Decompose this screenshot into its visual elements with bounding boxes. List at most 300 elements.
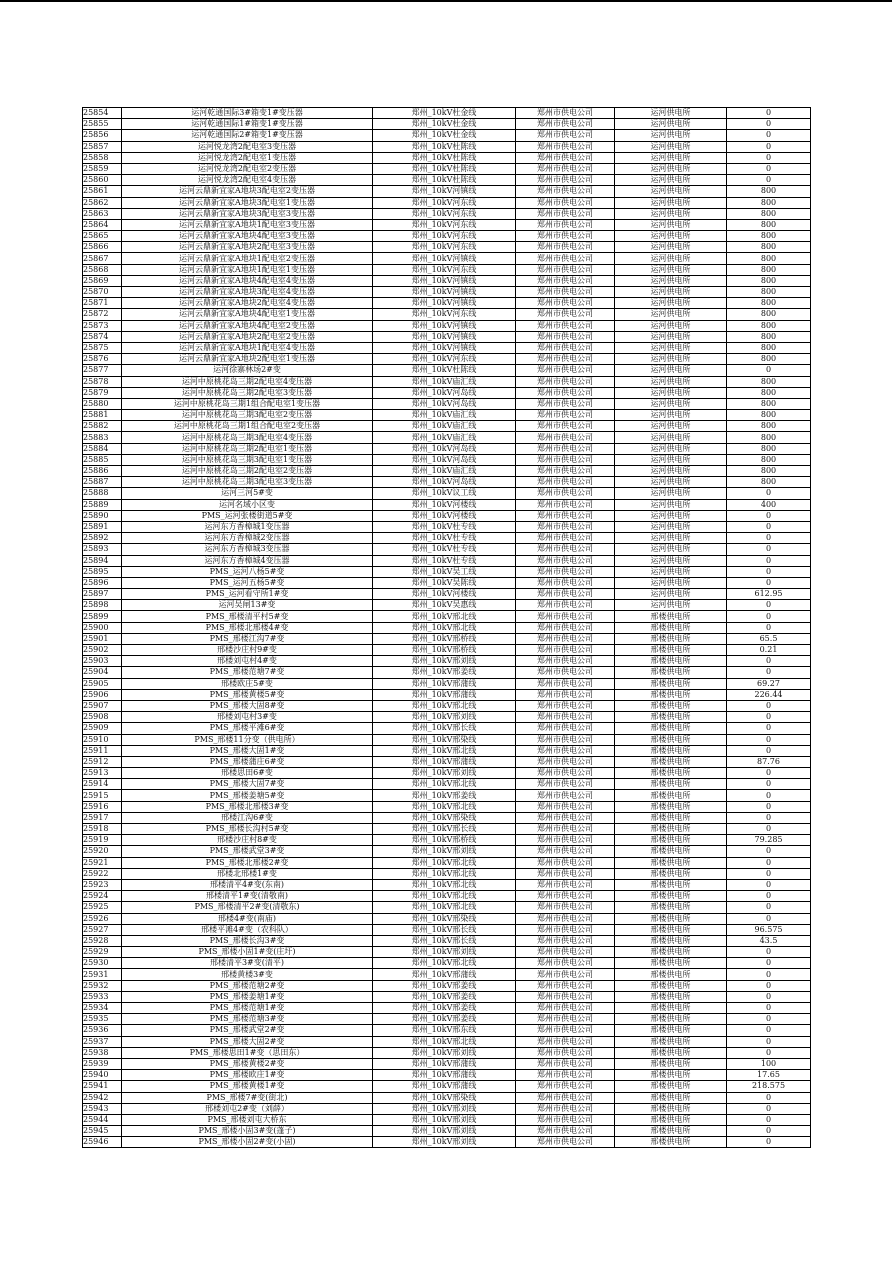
table-row [83, 421, 811, 432]
company-cell: 郑州市供电公司 [516, 734, 615, 745]
station-cell: 运河供电所 [615, 566, 727, 577]
company-cell: 郑州市供电公司 [516, 521, 615, 532]
table-row [83, 846, 811, 857]
company-cell: 郑州市供电公司 [516, 947, 615, 958]
row-id-cell: 25942 [83, 1092, 122, 1103]
value-cell: 0 [727, 622, 811, 633]
row-id-cell: 25859 [83, 163, 122, 174]
company-cell: 郑州市供电公司 [516, 443, 615, 454]
row-id-cell: 25930 [83, 958, 122, 969]
company-cell: 郑州市供电公司 [516, 231, 615, 242]
station-cell: 运河供电所 [615, 577, 727, 588]
row-id-cell: 25862 [83, 197, 122, 208]
feeder-line-cell: 郑州_10kV邢刘线 [373, 1103, 516, 1114]
table-row [83, 432, 811, 443]
value-cell: 0 [727, 700, 811, 711]
row-id-cell: 25915 [83, 790, 122, 801]
table-row [83, 689, 811, 700]
value-cell: 800 [727, 264, 811, 275]
value-cell: 800 [727, 387, 811, 398]
value-cell: 0 [727, 969, 811, 980]
station-cell: 邢楼供电所 [615, 1047, 727, 1058]
row-id-cell: 25940 [83, 1070, 122, 1081]
row-id-cell: 25944 [83, 1114, 122, 1125]
transformer-name-cell: PMS_邢楼刘屯大桥东 [122, 1114, 373, 1125]
company-cell: 郑州市供电公司 [516, 589, 615, 600]
company-cell: 郑州市供电公司 [516, 421, 615, 432]
transformer-name-cell: 运河悦龙湾2配电室1变压器 [122, 152, 373, 163]
table-row [83, 969, 811, 980]
station-cell: 邢楼供电所 [615, 790, 727, 801]
transformer-name-cell: 运河东方香樟城3变压器 [122, 544, 373, 555]
row-id-cell: 25880 [83, 398, 122, 409]
table-row [83, 387, 811, 398]
transformer-name-cell: 邢楼清平4#变(东南) [122, 879, 373, 890]
company-cell: 郑州市供电公司 [516, 1103, 615, 1114]
feeder-line-cell: 郑州_10kV邢桥线 [373, 645, 516, 656]
row-id-cell: 25891 [83, 521, 122, 532]
company-cell: 郑州市供电公司 [516, 454, 615, 465]
company-cell: 郑州市供电公司 [516, 678, 615, 689]
company-cell: 郑州市供电公司 [516, 566, 615, 577]
row-id-cell: 25883 [83, 432, 122, 443]
station-cell: 邢楼供电所 [615, 801, 727, 812]
value-cell: 0 [727, 712, 811, 723]
row-id-cell: 25909 [83, 723, 122, 734]
table-row [83, 935, 811, 946]
value-cell: 800 [727, 376, 811, 387]
feeder-line-cell: 郑州_10kV邢刘线 [373, 1114, 516, 1125]
table-row [83, 924, 811, 935]
row-id-cell: 25935 [83, 1014, 122, 1025]
table-row [83, 700, 811, 711]
transformer-name-cell: 邢楼思田6#变 [122, 768, 373, 779]
station-cell: 邢楼供电所 [615, 980, 727, 991]
value-cell: 800 [727, 275, 811, 286]
table-row [83, 645, 811, 656]
row-id-cell: 25898 [83, 600, 122, 611]
value-cell: 0 [727, 958, 811, 969]
value-cell: 0 [727, 365, 811, 376]
station-cell: 运河供电所 [615, 589, 727, 600]
table-row [83, 365, 811, 376]
station-cell: 运河供电所 [615, 555, 727, 566]
table-row [83, 667, 811, 678]
value-cell: 0 [727, 1036, 811, 1047]
transformer-name-cell: 运河云鼎新宜家A地块3配电室1变压器 [122, 197, 373, 208]
company-cell: 郑州市供电公司 [516, 287, 615, 298]
station-cell: 运河供电所 [615, 264, 727, 275]
transformer-name-cell: PMS_邢楼武堂2#变 [122, 1025, 373, 1036]
station-cell: 邢楼供电所 [615, 1025, 727, 1036]
station-cell: 邢楼供电所 [615, 633, 727, 644]
station-cell: 运河供电所 [615, 544, 727, 555]
company-cell: 郑州市供电公司 [516, 611, 615, 622]
row-id-cell: 25925 [83, 902, 122, 913]
station-cell: 邢楼供电所 [615, 1014, 727, 1025]
row-id-cell: 25876 [83, 354, 122, 365]
table-row [83, 1092, 811, 1103]
transformer-name-cell: 运河中原桃花岛三期3配电室3变压器 [122, 477, 373, 488]
value-cell: 0 [727, 533, 811, 544]
table-row [83, 1126, 811, 1137]
row-id-cell: 25908 [83, 712, 122, 723]
company-cell: 郑州市供电公司 [516, 835, 615, 846]
row-id-cell: 25892 [83, 533, 122, 544]
transformer-name-cell: 邢楼刘屯2#变（刘薛） [122, 1103, 373, 1114]
feeder-line-cell: 郑州_10kV杜金线 [373, 108, 516, 119]
feeder-line-cell: 郑州_10kV杜陈线 [373, 175, 516, 186]
station-cell: 邢楼供电所 [615, 969, 727, 980]
table-row [83, 633, 811, 644]
company-cell: 郑州市供电公司 [516, 298, 615, 309]
value-cell: 800 [727, 242, 811, 253]
transformer-name-cell: PMS_邢楼蒲庄6#变 [122, 756, 373, 767]
table-row [83, 1114, 811, 1125]
station-cell: 运河供电所 [615, 231, 727, 242]
station-cell: 邢楼供电所 [615, 812, 727, 823]
table-row [83, 175, 811, 186]
company-cell: 郑州市供电公司 [516, 1058, 615, 1069]
station-cell: 邢楼供电所 [615, 846, 727, 857]
value-cell: 0 [727, 1092, 811, 1103]
station-cell: 邢楼供电所 [615, 824, 727, 835]
table-row [83, 566, 811, 577]
feeder-line-cell: 郑州_10kV邢蒲线 [373, 689, 516, 700]
feeder-line-cell: 郑州_10kV邢北线 [373, 700, 516, 711]
transformer-name-cell: PMS_邢楼11分变（供电所） [122, 734, 373, 745]
station-cell: 运河供电所 [615, 309, 727, 320]
station-cell: 邢楼供电所 [615, 756, 727, 767]
station-cell: 运河供电所 [615, 387, 727, 398]
station-cell: 邢楼供电所 [615, 656, 727, 667]
transformer-name-cell: PMS_邢楼黄楼1#变 [122, 1081, 373, 1092]
transformer-name-cell: PMS_邢楼7#变(街北) [122, 1092, 373, 1103]
station-cell: 运河供电所 [615, 499, 727, 510]
feeder-line-cell: 郑州_10kV杜专线 [373, 533, 516, 544]
station-cell: 邢楼供电所 [615, 689, 727, 700]
transformer-name-cell: PMS_邢楼清平村5#变 [122, 611, 373, 622]
feeder-line-cell: 郑州_10kV杜陈线 [373, 141, 516, 152]
feeder-line-cell: 郑州_10kV邢北线 [373, 857, 516, 868]
station-cell: 邢楼供电所 [615, 611, 727, 622]
feeder-line-cell: 郑州_10kV邢刘线 [373, 712, 516, 723]
station-cell: 运河供电所 [615, 197, 727, 208]
row-id-cell: 25920 [83, 846, 122, 857]
transformer-name-cell: 运河云鼎新宜家A地块2配电室4变压器 [122, 298, 373, 309]
feeder-line-cell: 郑州_10kV河东线 [373, 309, 516, 320]
value-cell: 800 [727, 477, 811, 488]
value-cell: 0 [727, 1103, 811, 1114]
transformer-name-cell: 邢楼4#变(南庙) [122, 913, 373, 924]
station-cell: 运河供电所 [615, 175, 727, 186]
row-id-cell: 25921 [83, 857, 122, 868]
row-id-cell: 25924 [83, 891, 122, 902]
feeder-line-cell: 郑州_10kV河镇线 [373, 298, 516, 309]
row-id-cell: 25882 [83, 421, 122, 432]
transformer-name-cell: 运河悦龙湾2配电室2变压器 [122, 163, 373, 174]
company-cell: 郑州市供电公司 [516, 141, 615, 152]
row-id-cell: 25906 [83, 689, 122, 700]
transformer-name-cell: PMS_邢楼范塘1#变 [122, 1003, 373, 1014]
transformer-table [82, 107, 811, 1148]
row-id-cell: 25901 [83, 633, 122, 644]
station-cell: 运河供电所 [615, 108, 727, 119]
value-cell: 0 [727, 1003, 811, 1014]
table-row [83, 824, 811, 835]
transformer-name-cell: PMS_邢楼大固2#变 [122, 1036, 373, 1047]
row-id-cell: 25934 [83, 1003, 122, 1014]
feeder-line-cell: 郑州_10kV杜陈线 [373, 163, 516, 174]
feeder-line-cell: 郑州_10kV河镇线 [373, 320, 516, 331]
station-cell: 运河供电所 [615, 354, 727, 365]
company-cell: 郑州市供电公司 [516, 119, 615, 130]
value-cell: 0 [727, 611, 811, 622]
transformer-name-cell: PMS_邢楼北邢楼4#变 [122, 622, 373, 633]
station-cell: 运河供电所 [615, 365, 727, 376]
transformer-name-cell: 邢楼清平1#变(清敬南) [122, 891, 373, 902]
company-cell: 郑州市供电公司 [516, 219, 615, 230]
row-id-cell: 25943 [83, 1103, 122, 1114]
table-row [83, 712, 811, 723]
value-cell: 800 [727, 208, 811, 219]
value-cell: 0 [727, 1014, 811, 1025]
transformer-name-cell: 运河悦龙湾2配电室4变压器 [122, 175, 373, 186]
row-id-cell: 25884 [83, 443, 122, 454]
row-id-cell: 25893 [83, 544, 122, 555]
value-cell: 0 [727, 913, 811, 924]
station-cell: 运河供电所 [615, 186, 727, 197]
feeder-line-cell: 郑州_10kV邢东线 [373, 1025, 516, 1036]
value-cell: 0 [727, 521, 811, 532]
feeder-line-cell: 郑州_10kV河东线 [373, 219, 516, 230]
feeder-line-cell: 郑州_10kV河镇线 [373, 253, 516, 264]
feeder-line-cell: 郑州_10kV庙汇线 [373, 466, 516, 477]
transformer-name-cell: PMS_邢楼北邢楼3#变 [122, 801, 373, 812]
company-cell: 郑州市供电公司 [516, 935, 615, 946]
station-cell: 运河供电所 [615, 331, 727, 342]
transformer-name-cell: 运河中原桃花岛三期3配电室2变压器 [122, 410, 373, 421]
value-cell: 17.65 [727, 1070, 811, 1081]
feeder-line-cell: 郑州_10kV河东线 [373, 264, 516, 275]
feeder-line-cell: 郑州_10kV河东线 [373, 197, 516, 208]
station-cell: 邢楼供电所 [615, 924, 727, 935]
value-cell: 0 [727, 1114, 811, 1125]
table-row [83, 331, 811, 342]
value-cell: 800 [727, 253, 811, 264]
company-cell: 郑州市供电公司 [516, 208, 615, 219]
feeder-line-cell: 郑州_10kV邢刘线 [373, 846, 516, 857]
transformer-name-cell: PMS_运河张楼街道5#变 [122, 510, 373, 521]
row-id-cell: 25902 [83, 645, 122, 656]
transformer-name-cell: PMS_邢楼大固7#变 [122, 779, 373, 790]
transformer-name-cell: 邢楼沙庄村8#变 [122, 835, 373, 846]
station-cell: 运河供电所 [615, 287, 727, 298]
company-cell: 郑州市供电公司 [516, 700, 615, 711]
company-cell: 郑州市供电公司 [516, 275, 615, 286]
feeder-line-cell: 郑州_10kV河东线 [373, 231, 516, 242]
transformer-name-cell: PMS_邢楼小固2#变(小固) [122, 1137, 373, 1148]
value-cell: 800 [727, 454, 811, 465]
table-row [83, 477, 811, 488]
company-cell: 郑州市供电公司 [516, 342, 615, 353]
transformer-name-cell: PMS_运河看守所1#变 [122, 589, 373, 600]
row-id-cell: 25866 [83, 242, 122, 253]
value-cell: 0 [727, 857, 811, 868]
value-cell: 0 [727, 991, 811, 1002]
row-id-cell: 25868 [83, 264, 122, 275]
table-row [83, 958, 811, 969]
table-row [83, 186, 811, 197]
feeder-line-cell: 郑州_10kV邢姜线 [373, 980, 516, 991]
station-cell: 运河供电所 [615, 342, 727, 353]
station-cell: 运河供电所 [615, 510, 727, 521]
transformer-name-cell: 邢楼北邢楼1#变 [122, 868, 373, 879]
row-id-cell: 25869 [83, 275, 122, 286]
value-cell: 0 [727, 600, 811, 611]
table-row [83, 108, 811, 119]
station-cell: 邢楼供电所 [615, 879, 727, 890]
transformer-name-cell: 运河三河5#变 [122, 488, 373, 499]
value-cell: 0 [727, 544, 811, 555]
transformer-name-cell: 运河中原桃花岛三期2配电室4变压器 [122, 376, 373, 387]
company-cell: 郑州市供电公司 [516, 555, 615, 566]
table-row [83, 1047, 811, 1058]
table-row [83, 947, 811, 958]
station-cell: 运河供电所 [615, 208, 727, 219]
table-row [83, 991, 811, 1002]
value-cell: 0 [727, 577, 811, 588]
station-cell: 邢楼供电所 [615, 913, 727, 924]
transformer-name-cell: PMS_邢楼长沟村5#变 [122, 824, 373, 835]
feeder-line-cell: 郑州_10kV杜金线 [373, 119, 516, 130]
feeder-line-cell: 郑州_10kV河镇线 [373, 342, 516, 353]
row-id-cell: 25928 [83, 935, 122, 946]
row-id-cell: 25857 [83, 141, 122, 152]
feeder-line-cell: 郑州_10kV邢北线 [373, 868, 516, 879]
feeder-line-cell: 郑州_10kV邢北线 [373, 622, 516, 633]
feeder-line-cell: 郑州_10kV邢北线 [373, 879, 516, 890]
value-cell: 800 [727, 298, 811, 309]
station-cell: 邢楼供电所 [615, 935, 727, 946]
feeder-line-cell: 郑州_10kV邢长线 [373, 935, 516, 946]
station-cell: 邢楼供电所 [615, 768, 727, 779]
value-cell: 0 [727, 656, 811, 667]
value-cell: 800 [727, 421, 811, 432]
feeder-line-cell: 郑州_10kV邢北线 [373, 801, 516, 812]
table-row [83, 231, 811, 242]
page-top-rule [0, 0, 892, 2]
value-cell: 800 [727, 354, 811, 365]
feeder-line-cell: 郑州_10kV邢姜线 [373, 1003, 516, 1014]
feeder-line-cell: 郑州_10kV邢蒲线 [373, 969, 516, 980]
transformer-name-cell: 邢楼黄楼3#变 [122, 969, 373, 980]
transformer-name-cell: 运河名域小区变 [122, 499, 373, 510]
table-row [83, 555, 811, 566]
table-row [83, 253, 811, 264]
table-row [83, 879, 811, 890]
feeder-line-cell: 郑州_10kV邢长线 [373, 924, 516, 935]
value-cell: 0 [727, 812, 811, 823]
table-row [83, 376, 811, 387]
row-id-cell: 25936 [83, 1025, 122, 1036]
company-cell: 郑州市供电公司 [516, 812, 615, 823]
station-cell: 邢楼供电所 [615, 678, 727, 689]
row-id-cell: 25889 [83, 499, 122, 510]
company-cell: 郑州市供电公司 [516, 1137, 615, 1148]
row-id-cell: 25870 [83, 287, 122, 298]
transformer-name-cell: 运河中原桃花岛三期2配电室2变压器 [122, 466, 373, 477]
feeder-line-cell: 郑州_10kV邢蒲线 [373, 1081, 516, 1092]
table-row [83, 152, 811, 163]
table-row [83, 410, 811, 421]
row-id-cell: 25903 [83, 656, 122, 667]
station-cell: 邢楼供电所 [615, 1003, 727, 1014]
transformer-name-cell: 运河乾通国际2#箱变1#变压器 [122, 130, 373, 141]
transformer-name-cell: PMS_邢楼范塘2#变 [122, 980, 373, 991]
transformer-name-cell: PMS_邢楼黄楼5#变 [122, 689, 373, 700]
feeder-line-cell: 郑州_10kV河东线 [373, 242, 516, 253]
table-row [83, 119, 811, 130]
feeder-line-cell: 郑州_10kV杜专线 [373, 555, 516, 566]
transformer-name-cell: 邢楼刘屯村3#变 [122, 712, 373, 723]
company-cell: 郑州市供电公司 [516, 108, 615, 119]
value-cell: 218.575 [727, 1081, 811, 1092]
value-cell: 800 [727, 231, 811, 242]
company-cell: 郑州市供电公司 [516, 510, 615, 521]
table-row [83, 656, 811, 667]
company-cell: 郑州市供电公司 [516, 913, 615, 924]
station-cell: 运河供电所 [615, 275, 727, 286]
value-cell: 0.21 [727, 645, 811, 656]
company-cell: 郑州市供电公司 [516, 689, 615, 700]
value-cell: 0 [727, 768, 811, 779]
transformer-name-cell: 运河乾通国际3#箱变1#变压器 [122, 108, 373, 119]
feeder-line-cell: 郑州_10kV邢刘线 [373, 768, 516, 779]
company-cell: 郑州市供电公司 [516, 756, 615, 767]
table-row [83, 678, 811, 689]
value-cell: 612.95 [727, 589, 811, 600]
row-id-cell: 25933 [83, 991, 122, 1002]
table-row [83, 1103, 811, 1114]
row-id-cell: 25890 [83, 510, 122, 521]
row-id-cell: 25905 [83, 678, 122, 689]
row-id-cell: 25873 [83, 320, 122, 331]
transformer-name-cell: 运河东方香樟城4变压器 [122, 555, 373, 566]
table-row [83, 1003, 811, 1014]
table-row [83, 298, 811, 309]
transformer-name-cell: PMS_邢楼江沟7#变 [122, 633, 373, 644]
feeder-line-cell: 郑州_10kV河岛线 [373, 454, 516, 465]
transformer-name-cell: 运河云鼎新宜家A地块4配电室1变压器 [122, 309, 373, 320]
table-row [83, 488, 811, 499]
transformer-table-body [83, 108, 811, 1148]
company-cell: 郑州市供电公司 [516, 242, 615, 253]
row-id-cell: 25865 [83, 231, 122, 242]
table-row [83, 1014, 811, 1025]
table-row [83, 1137, 811, 1148]
value-cell: 0 [727, 846, 811, 857]
company-cell: 郑州市供电公司 [516, 712, 615, 723]
company-cell: 郑州市供电公司 [516, 723, 615, 734]
table-row [83, 320, 811, 331]
row-id-cell: 25899 [83, 611, 122, 622]
feeder-line-cell: 郑州_10kV邢蒲线 [373, 1070, 516, 1081]
table-row [83, 980, 811, 991]
company-cell: 郑州市供电公司 [516, 331, 615, 342]
row-id-cell: 25914 [83, 779, 122, 790]
station-cell: 运河供电所 [615, 141, 727, 152]
